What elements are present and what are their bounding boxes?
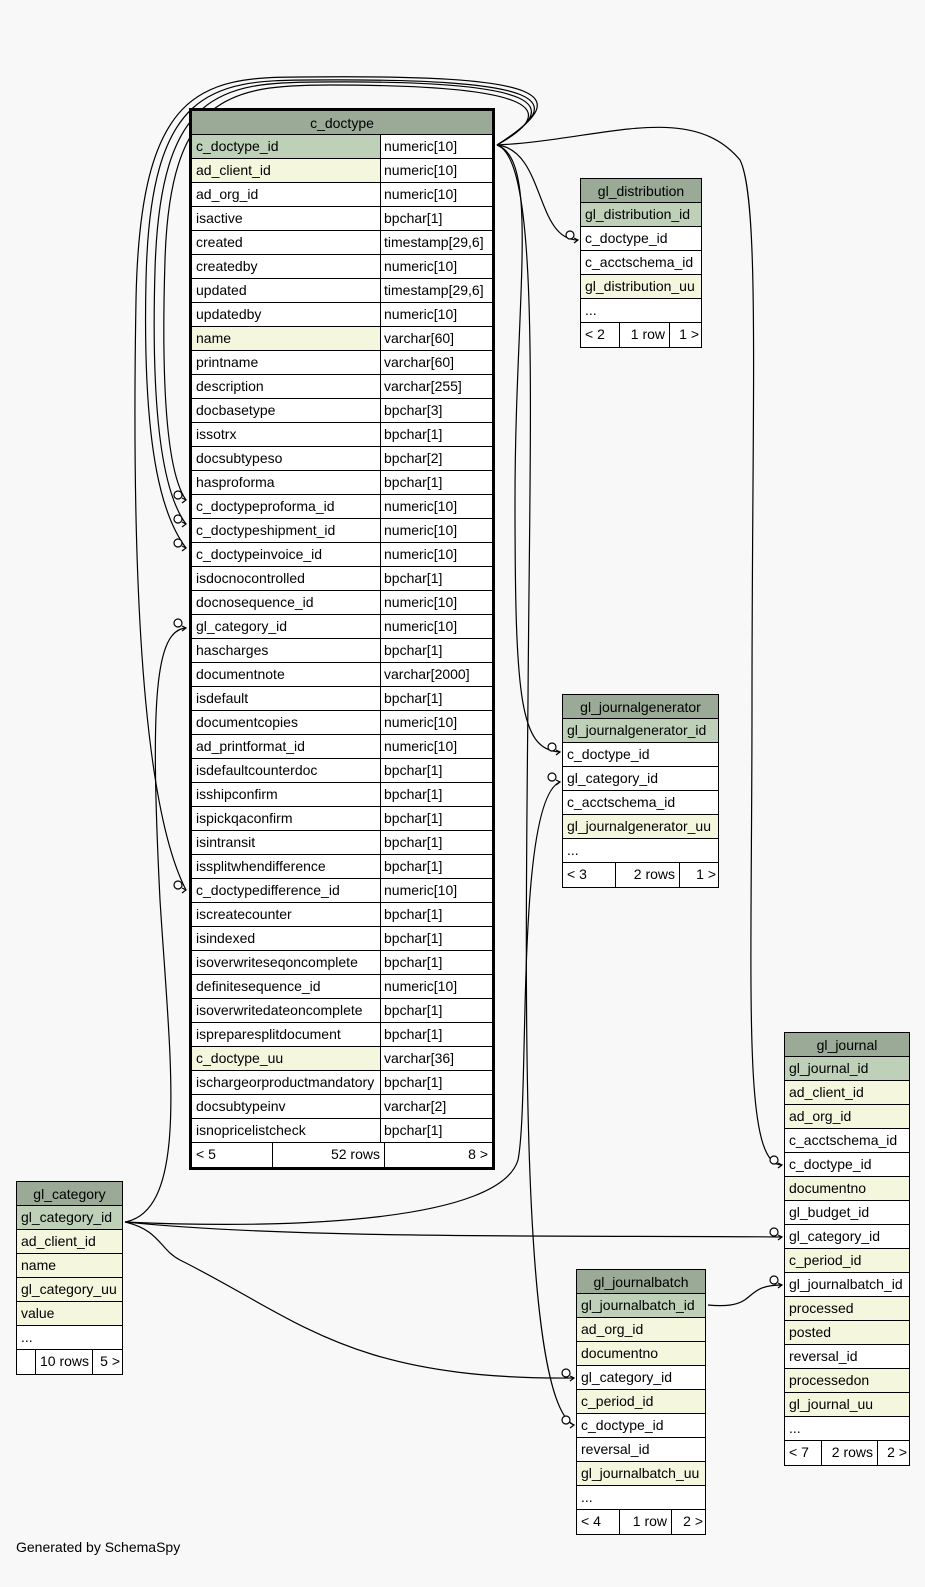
column-name: gl_journalgenerator_id xyxy=(563,719,718,742)
column-name: ad_client_id xyxy=(17,1230,122,1253)
column-name: ... xyxy=(789,1420,801,1436)
column-name: updated xyxy=(196,282,247,298)
column-type: numeric[10] xyxy=(380,183,492,206)
column-row[interactable] xyxy=(785,1321,909,1345)
many-marker xyxy=(570,1423,574,1428)
footer-parents[interactable]: < 5 xyxy=(196,1146,216,1162)
column-row[interactable] xyxy=(785,1273,909,1297)
column-type: bpchar[1] xyxy=(380,831,492,854)
column-name: c_doctypeinvoice_id xyxy=(196,546,323,562)
column-name: documentno xyxy=(785,1177,909,1200)
footer-children[interactable]: 5 > xyxy=(92,1350,124,1374)
table-footer xyxy=(577,1510,705,1534)
column-row[interactable] xyxy=(192,759,492,783)
column-name: c_doctypeproforma_id xyxy=(196,498,335,514)
column-row[interactable] xyxy=(192,951,492,975)
optional-marker xyxy=(566,231,574,239)
column-type: varchar[255] xyxy=(380,375,492,398)
column-type: bpchar[1] xyxy=(380,207,492,230)
column-row[interactable] xyxy=(192,591,492,615)
column-row[interactable] xyxy=(192,303,492,327)
column-type: bpchar[1] xyxy=(380,783,492,806)
column-type: numeric[10] xyxy=(380,519,492,542)
column-row[interactable] xyxy=(581,227,701,251)
many-marker xyxy=(778,1163,782,1168)
column-row[interactable] xyxy=(192,351,492,375)
column-name: docsubtypeso xyxy=(196,450,283,466)
column-row[interactable] xyxy=(577,1414,705,1438)
column-row[interactable] xyxy=(785,1345,909,1369)
column-type: varchar[36] xyxy=(380,1047,492,1070)
column-type: bpchar[1] xyxy=(380,639,492,662)
column-name: gl_journalbatch_id xyxy=(577,1294,705,1317)
table-title[interactable]: gl_journal xyxy=(785,1033,909,1057)
column-name: ... xyxy=(567,842,579,858)
column-row[interactable] xyxy=(192,447,492,471)
footer-rows: 1 row xyxy=(619,1510,671,1534)
column-name: c_doctype_id xyxy=(789,1156,872,1172)
column-name: isindexed xyxy=(196,930,256,946)
column-name: reversal_id xyxy=(581,1441,650,1457)
footer-children[interactable]: 8 > xyxy=(384,1143,492,1167)
column-row[interactable] xyxy=(192,471,492,495)
footer-parents[interactable] xyxy=(17,1350,35,1374)
column-row[interactable] xyxy=(785,1105,909,1129)
column-row[interactable] xyxy=(563,815,718,839)
column-row[interactable] xyxy=(192,663,492,687)
optional-marker xyxy=(548,773,556,781)
optional-marker xyxy=(174,539,182,547)
column-row[interactable] xyxy=(577,1318,705,1342)
column-name: ... xyxy=(581,1489,593,1505)
column-type: bpchar[1] xyxy=(380,423,492,446)
column-row[interactable] xyxy=(192,615,492,639)
column-name: isintransit xyxy=(196,834,256,850)
column-name: definitesequence_id xyxy=(196,978,321,994)
column-name: gl_category_uu xyxy=(17,1278,122,1301)
column-row[interactable] xyxy=(577,1294,705,1318)
column-row[interactable] xyxy=(577,1486,705,1510)
column-name: c_doctype_uu xyxy=(192,1047,380,1070)
column-row[interactable] xyxy=(192,1071,492,1095)
column-name: c_doctypedifference_id xyxy=(196,882,340,898)
column-type: varchar[60] xyxy=(380,351,492,374)
column-row[interactable] xyxy=(192,207,492,231)
column-row[interactable] xyxy=(17,1278,122,1302)
column-row[interactable] xyxy=(192,183,492,207)
column-name: documentcopies xyxy=(196,714,298,730)
column-type: numeric[10] xyxy=(380,135,492,158)
column-row[interactable] xyxy=(785,1393,909,1417)
column-name: c_doctype_id xyxy=(567,746,650,762)
column-name: isdefaultcounterdoc xyxy=(196,762,318,778)
table-title[interactable]: gl_journalbatch xyxy=(577,1270,705,1294)
column-row[interactable] xyxy=(785,1369,909,1393)
table-gl_journalbatch[interactable] xyxy=(576,1269,706,1535)
footer-rows: 1 row xyxy=(619,323,669,347)
column-row[interactable] xyxy=(17,1302,122,1326)
column-type: bpchar[1] xyxy=(380,471,492,494)
column-row[interactable] xyxy=(785,1225,909,1249)
column-type: varchar[2] xyxy=(380,1095,492,1118)
column-name: created xyxy=(196,234,243,250)
table-footer xyxy=(563,863,718,887)
column-type: timestamp[29,6] xyxy=(380,231,492,254)
column-row[interactable] xyxy=(192,807,492,831)
column-row[interactable] xyxy=(192,399,492,423)
table-title[interactable]: gl_journalgenerator xyxy=(563,695,718,719)
column-name: c_period_id xyxy=(785,1249,909,1272)
column-name: ispreparesplitdocument xyxy=(196,1026,341,1042)
generated-by-note: Generated by SchemaSpy xyxy=(16,1539,181,1555)
table-title[interactable]: gl_distribution xyxy=(581,179,701,203)
column-row[interactable] xyxy=(192,879,492,903)
optional-marker xyxy=(562,1416,570,1424)
column-name: isactive xyxy=(196,210,243,226)
table-c_doctype[interactable] xyxy=(189,108,495,1170)
column-row[interactable] xyxy=(581,275,701,299)
column-row[interactable] xyxy=(192,1119,492,1143)
column-name: c_doctype_id xyxy=(585,230,668,246)
relationship-cat-to-batch xyxy=(125,1222,574,1378)
footer-rows: 10 rows xyxy=(35,1350,92,1374)
column-type: bpchar[1] xyxy=(380,855,492,878)
column-row[interactable] xyxy=(192,831,492,855)
column-row[interactable] xyxy=(785,1201,909,1225)
column-name: issotrx xyxy=(196,426,237,442)
column-row[interactable] xyxy=(563,767,718,791)
column-type: varchar[2000] xyxy=(380,663,492,686)
column-row[interactable] xyxy=(785,1249,909,1273)
column-row[interactable] xyxy=(192,735,492,759)
column-name: iscreatecounter xyxy=(196,906,292,922)
column-name: gl_journal_uu xyxy=(785,1393,909,1416)
column-row[interactable] xyxy=(192,639,492,663)
column-name: hascharges xyxy=(196,642,269,658)
column-type: bpchar[1] xyxy=(380,567,492,590)
column-name: reversal_id xyxy=(789,1348,858,1364)
column-name: isnopricelistcheck xyxy=(196,1122,306,1138)
table-footer xyxy=(581,323,701,347)
column-name: gl_category_id xyxy=(567,770,659,786)
footer-children[interactable]: 2 > xyxy=(671,1510,707,1534)
column-row[interactable] xyxy=(785,1177,909,1201)
column-row[interactable] xyxy=(192,231,492,255)
column-row[interactable] xyxy=(192,375,492,399)
column-name: printname xyxy=(196,354,259,370)
column-type: bpchar[1] xyxy=(380,1119,492,1142)
column-row[interactable] xyxy=(192,135,492,159)
column-name: ... xyxy=(21,1329,33,1345)
footer-parents[interactable]: < 4 xyxy=(581,1513,601,1529)
column-row[interactable] xyxy=(577,1342,705,1366)
column-name: name xyxy=(192,327,380,350)
column-type: bpchar[1] xyxy=(380,1071,492,1094)
column-row[interactable] xyxy=(17,1206,122,1230)
column-name: ad_client_id xyxy=(192,159,380,182)
column-row[interactable] xyxy=(192,279,492,303)
table-title[interactable]: gl_category xyxy=(17,1182,122,1206)
optional-marker xyxy=(770,1156,778,1164)
column-row[interactable] xyxy=(192,519,492,543)
column-row[interactable] xyxy=(192,903,492,927)
footer-rows: 2 rows xyxy=(615,863,679,887)
column-name: c_doctype_id xyxy=(581,1417,664,1433)
table-title[interactable]: c_doctype xyxy=(192,111,492,135)
many-marker xyxy=(556,750,560,755)
column-name: description xyxy=(196,378,264,394)
column-name: c_doctypeshipment_id xyxy=(196,522,336,538)
column-name: processedon xyxy=(785,1369,909,1392)
column-type: numeric[10] xyxy=(380,735,492,758)
column-row[interactable] xyxy=(192,423,492,447)
footer-children[interactable]: 1 > xyxy=(679,863,720,887)
column-row[interactable] xyxy=(192,543,492,567)
column-row[interactable] xyxy=(577,1438,705,1462)
column-name: ad_org_id xyxy=(196,186,259,202)
column-name: ad_client_id xyxy=(785,1081,909,1104)
column-name: ispickqaconfirm xyxy=(196,810,293,826)
column-name: c_acctschema_id xyxy=(567,794,676,810)
column-name: docbasetype xyxy=(196,402,276,418)
column-row[interactable] xyxy=(17,1254,122,1278)
column-row[interactable] xyxy=(577,1390,705,1414)
optional-marker xyxy=(174,881,182,889)
column-name: c_acctschema_id xyxy=(789,1132,898,1148)
footer-parents[interactable]: < 7 xyxy=(789,1444,809,1460)
optional-marker xyxy=(548,743,556,751)
column-row[interactable] xyxy=(192,975,492,999)
column-name: gl_budget_id xyxy=(789,1204,870,1220)
column-type: numeric[10] xyxy=(380,615,492,638)
column-type: bpchar[1] xyxy=(380,1023,492,1046)
column-type: numeric[10] xyxy=(380,255,492,278)
column-name: c_acctschema_id xyxy=(585,254,694,270)
footer-parents[interactable]: < 2 xyxy=(585,326,605,342)
column-type: numeric[10] xyxy=(380,879,492,902)
footer-children[interactable]: 2 > xyxy=(877,1441,911,1465)
column-row[interactable] xyxy=(785,1153,909,1177)
table-gl_distribution[interactable] xyxy=(580,178,702,348)
column-row[interactable] xyxy=(581,251,701,275)
column-type: varchar[60] xyxy=(380,327,492,350)
column-type: timestamp[29,6] xyxy=(380,279,492,302)
column-name: isdocnocontrolled xyxy=(196,570,305,586)
table-gl_category[interactable] xyxy=(16,1181,123,1375)
column-name: c_period_id xyxy=(577,1390,705,1413)
column-name: issplitwhendifference xyxy=(196,858,326,874)
column-row[interactable] xyxy=(785,1417,909,1441)
column-row[interactable] xyxy=(563,791,718,815)
column-type: bpchar[1] xyxy=(380,951,492,974)
column-type: numeric[10] xyxy=(380,543,492,566)
column-row[interactable] xyxy=(577,1462,705,1486)
column-row[interactable] xyxy=(192,927,492,951)
column-name: posted xyxy=(785,1321,909,1344)
column-type: bpchar[1] xyxy=(380,999,492,1022)
column-name: ischargeorproductmandatory xyxy=(196,1074,375,1090)
column-row[interactable] xyxy=(192,855,492,879)
optional-marker xyxy=(174,491,182,499)
column-name: gl_category_id xyxy=(17,1206,122,1229)
column-row[interactable] xyxy=(785,1057,909,1081)
column-row[interactable] xyxy=(785,1297,909,1321)
footer-rows: 2 rows xyxy=(821,1441,877,1465)
column-name: docnosequence_id xyxy=(196,594,314,610)
column-row[interactable] xyxy=(192,687,492,711)
column-name: gl_category_id xyxy=(581,1369,673,1385)
column-type: numeric[10] xyxy=(380,303,492,326)
footer-rows: 52 rows xyxy=(272,1143,384,1167)
column-row[interactable] xyxy=(581,203,701,227)
optional-marker xyxy=(562,1369,570,1377)
column-name: gl_journal_id xyxy=(785,1057,909,1080)
column-row[interactable] xyxy=(192,1095,492,1119)
column-row[interactable] xyxy=(192,999,492,1023)
column-row[interactable] xyxy=(17,1326,122,1350)
column-row[interactable] xyxy=(785,1081,909,1105)
column-type: numeric[10] xyxy=(380,711,492,734)
column-name: isshipconfirm xyxy=(196,786,278,802)
column-row[interactable] xyxy=(192,1047,492,1071)
relationship-batch-to-journal xyxy=(708,1285,782,1306)
column-name: gl_category_id xyxy=(196,618,288,634)
column-row[interactable] xyxy=(192,495,492,519)
relationship-cat-to-doctype xyxy=(125,628,186,1222)
column-type: bpchar[1] xyxy=(380,927,492,950)
column-type: numeric[10] xyxy=(380,159,492,182)
column-name: isdefault xyxy=(196,690,249,706)
column-row[interactable] xyxy=(563,743,718,767)
column-row[interactable] xyxy=(785,1129,909,1153)
optional-marker xyxy=(174,515,182,523)
column-type: numeric[10] xyxy=(380,975,492,998)
footer-children[interactable]: 1 > xyxy=(669,323,703,347)
column-name: hasproforma xyxy=(196,474,275,490)
column-row[interactable] xyxy=(192,1023,492,1047)
optional-marker xyxy=(770,1276,778,1284)
column-type: numeric[10] xyxy=(380,495,492,518)
column-name: updatedby xyxy=(196,306,262,322)
column-name: gl_distribution_uu xyxy=(581,275,701,298)
column-name: ad_printformat_id xyxy=(196,738,305,754)
column-name: gl_journalgenerator_uu xyxy=(563,815,718,838)
table-footer xyxy=(17,1350,122,1374)
column-name: gl_category_id xyxy=(789,1228,881,1244)
column-type: bpchar[1] xyxy=(380,687,492,710)
table-footer xyxy=(192,1143,492,1167)
column-type: bpchar[1] xyxy=(380,807,492,830)
optional-marker xyxy=(174,619,182,627)
column-row[interactable] xyxy=(192,783,492,807)
column-row[interactable] xyxy=(192,327,492,351)
column-name: docsubtypeinv xyxy=(196,1098,286,1114)
column-row[interactable] xyxy=(192,711,492,735)
column-type: bpchar[3] xyxy=(380,399,492,422)
optional-marker xyxy=(770,1228,778,1236)
column-type: numeric[10] xyxy=(380,591,492,614)
column-name: gl_distribution_id xyxy=(581,203,701,226)
column-row[interactable] xyxy=(563,839,718,863)
table-gl_journal[interactable] xyxy=(784,1032,910,1466)
column-name: documentnote xyxy=(196,666,285,682)
column-row[interactable] xyxy=(192,567,492,591)
column-name: c_doctype_id xyxy=(192,135,380,158)
column-name: name xyxy=(17,1254,122,1277)
column-row[interactable] xyxy=(17,1230,122,1254)
column-name: ... xyxy=(585,302,597,318)
column-type: bpchar[2] xyxy=(380,447,492,470)
column-name: isoverwritedateoncomplete xyxy=(196,1002,363,1018)
column-row[interactable] xyxy=(581,299,701,323)
footer-parents[interactable]: < 3 xyxy=(567,866,587,882)
column-name: processed xyxy=(785,1297,909,1320)
column-name: value xyxy=(17,1302,122,1325)
table-footer xyxy=(785,1441,909,1465)
column-row[interactable] xyxy=(192,255,492,279)
column-type: bpchar[1] xyxy=(380,759,492,782)
relationship-to-gl_distribution xyxy=(497,145,578,240)
column-name: createdby xyxy=(196,258,258,274)
table-gl_journalgenerator[interactable] xyxy=(562,694,719,888)
column-name: gl_journalbatch_uu xyxy=(577,1462,705,1485)
column-row[interactable] xyxy=(563,719,718,743)
column-name: isoverwriteseqoncomplete xyxy=(196,954,358,970)
column-type: bpchar[1] xyxy=(380,903,492,926)
column-row[interactable] xyxy=(192,159,492,183)
column-name: ad_org_id xyxy=(785,1105,909,1128)
column-name: gl_journalbatch_id xyxy=(789,1276,903,1292)
column-name: documentno xyxy=(577,1342,705,1365)
column-row[interactable] xyxy=(577,1366,705,1390)
column-name: ad_org_id xyxy=(577,1318,705,1341)
